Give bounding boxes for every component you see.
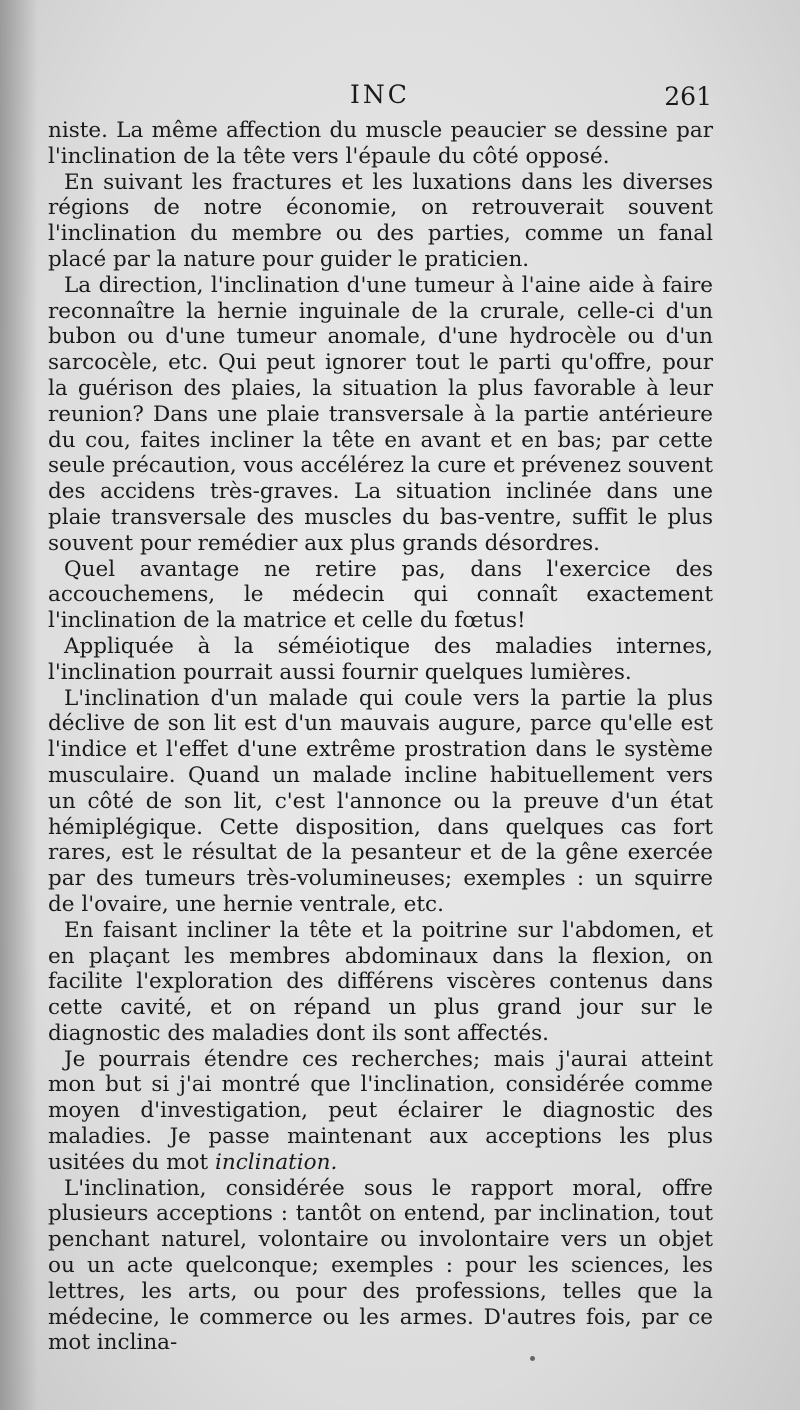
ink-speck	[530, 1356, 535, 1361]
paragraph: Quel avantage ne retire pas, dans l'exercice des accouchemens, le médecin qui connaît exactement l'inclination de la matrice et celle du fœtus!	[48, 556, 713, 634]
paragraph: L'inclination d'un malade qui coule vers la partie la plus déclive de son lit est d'un mauvais augure, parce qu'elle est l'indice et l'effet d'une extrême prostration dans le système musculaire. Quand un malade incline habituellement vers un côté de son lit, c'est l'annonce ou la preuve d'un état hémiplégique. Cette disposition, dans quelques cas fort rares, est le résultat de la pesanteur et de la gêne exercée par des tumeurs très-volumineuses; exemples : un squirre de l'ovaire, une hernie ventrale, etc.	[48, 685, 713, 917]
paragraph: La direction, l'inclination d'une tumeur à l'aine aide à faire reconnaître la hernie inguinale de la crurale, celle-ci d'un bubon ou d'une tumeur anomale, d'une hydrocèle ou d'un sarcocèle, etc. Qui peut ignorer tout le parti qu'offre, pour la guérison des plaies, la situation la plus favorable à leur reunion? Dans une plaie transversale à la partie antérieure du cou, faites incliner la tête en avant et en bas; par cette seule précaution, vous accélérez la cure et prévenez souvent des accidens très-graves. La situation inclinée dans une plaie transversale des muscles du bas-ventre, suffit le plus souvent pour remédier aux plus grands désordres.	[48, 272, 713, 556]
paragraph: L'inclination, considérée sous le rapport moral, offre plusieurs acceptions : tantôt on entend, par inclination, tout penchant naturel, volontaire ou involontaire vers un objet ou un acte quelconque; exemples : pour les sciences, les lettres, les arts, ou pour des professions, telles que la médecine, le commerce ou les armes. D'autres fois, par ce mot inclina-	[48, 1175, 713, 1356]
paragraph: En faisant incliner la tête et la poitrine sur l'abdomen, et en plaçant les membres abdominaux dans la flexion, on facilite l'exploration des différens viscères contenus dans cette cavité, et on répand un plus grand jour sur le diagnostic des maladies dont ils sont affectés.	[48, 917, 713, 1046]
page-header	[48, 80, 712, 120]
paragraph-text: Je pourrais étendre ces recherches; mais j'aurai atteint mon but si j'ai montré que l'inclination, considérée comme moyen d'investigation, peut éclairer le diagnostic des maladies. Je passe maintenant aux acceptions les plus usitées du mot	[48, 1046, 713, 1175]
paragraph: En suivant les fractures et les luxations dans les diverses régions de notre économie, on retrouverait souvent l'inclination du membre ou des parties, comme un fanal placé par la nature pour guider le praticien.	[48, 169, 713, 272]
italic-term: inclination.	[214, 1149, 338, 1175]
running-head: INC	[350, 80, 410, 109]
paragraph	[48, 1047, 713, 1176]
page-number: 261	[664, 82, 712, 111]
paragraph: niste. La même affection du muscle peaucier se dessine par l'inclination de la tête vers l'épaule du côté opposé.	[48, 118, 713, 169]
body-text	[48, 118, 713, 1356]
paragraph: Appliquée à la séméiotique des maladies internes, l'inclination pourrait aussi fournir quelques lumières.	[48, 633, 713, 685]
